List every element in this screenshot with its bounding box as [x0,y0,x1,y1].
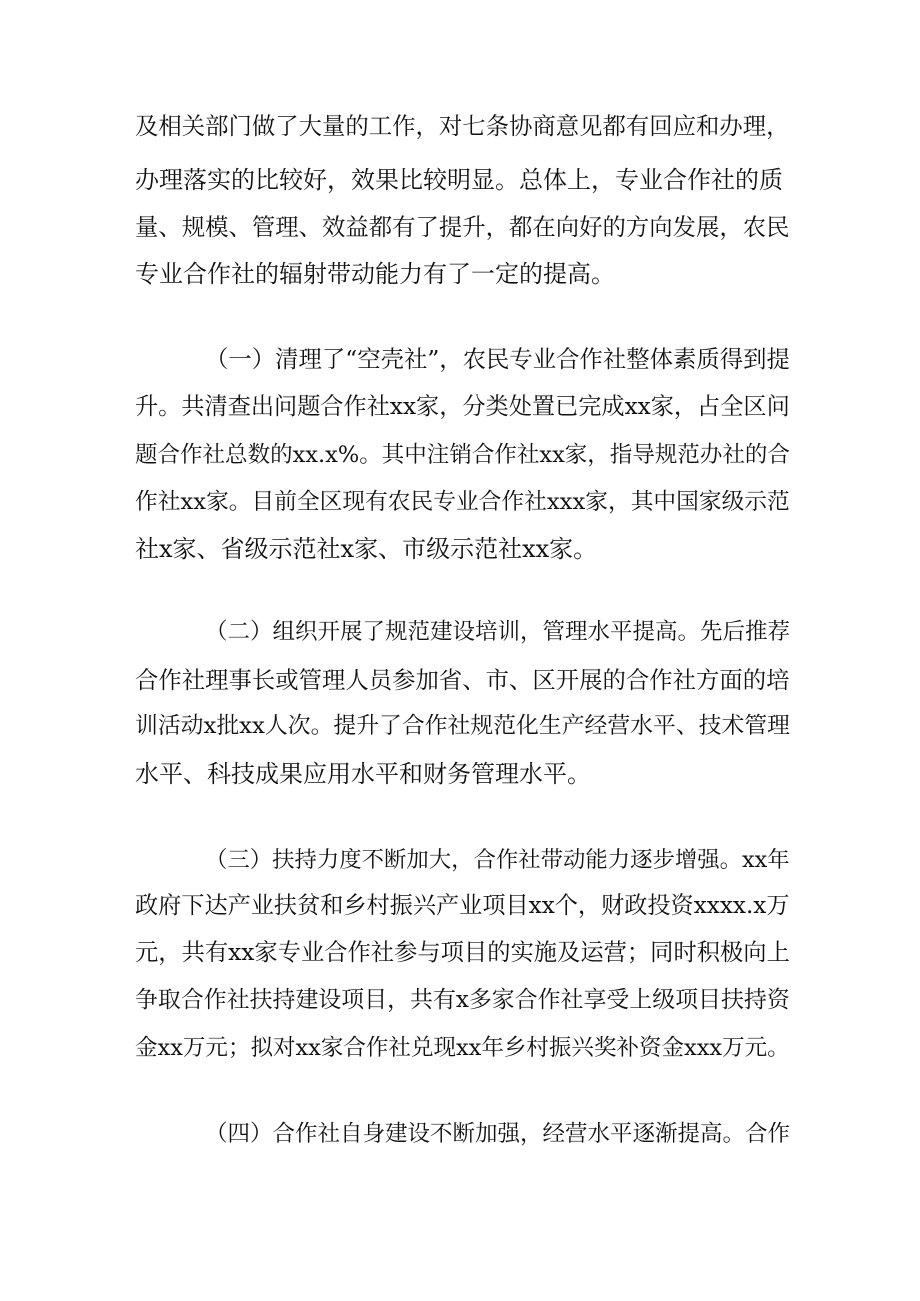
line-text: 训活动x批xx人次。提升了合作社规范化生产经营水平、技术管理 [135,713,790,739]
text-line [0,529,920,569]
text-line [0,840,920,880]
line-text: 元，共有xx家专业合作社参与项目的实施及运营；同时积极向上 [135,939,790,966]
line-text: 政府下达产业扶贫和乡村振兴产业项目xx个，财政投资xxxx.x万 [135,892,790,919]
line-text: （一）清理了“空壳社”，农民专业合作社整体素质得到提 [205,345,790,373]
line-text: 升。共清查出问题合作社xx家，分类处置已完成xx家，占全区问 [135,393,790,420]
text-line [0,754,920,794]
line-text: 题合作社总数的xx.x%。其中注销合作社xx家，指导规范办社的合 [135,442,790,468]
text-line [0,706,920,746]
text-line [0,435,920,475]
text-line [0,1028,920,1068]
line-text: 水平、科技成果应用水平和财务管理水平。 [135,760,591,788]
text-line [0,612,920,652]
text-line [0,1114,920,1154]
line-text: 及相关部门做了大量的工作，对七条协商意见都有回应和办理， [135,112,790,140]
text-line [0,207,920,247]
text-line [0,339,920,379]
text-line [0,106,920,146]
line-text: 争取合作社扶持建设项目，共有x多家合作社享受上级项目扶持资 [135,987,790,1013]
line-text: 作社xx家。目前全区现有农民专业合作社xxx家，其中国家级示范 [135,489,790,515]
text-line [0,886,920,926]
text-line [0,482,920,522]
text-line [0,933,920,973]
line-text: 金xx万元；拟对xx家合作社兑现xx年乡村振兴奖补资金xxx万元。 [135,1035,790,1061]
line-text: 专业合作社的辐射带动能力有了一定的提高。 [135,260,615,288]
text-line [0,254,920,294]
line-text: 量、规模、管理、效益都有了提升，都在向好的方向发展，农民 [135,213,790,241]
text-line [0,160,920,200]
line-text: （四）合作社自身建设不断加强，经营水平逐渐提高。合作 [205,1121,791,1147]
line-text: 办理落实的比较好，效果比较明显。总体上，专业合作社的质 [135,166,783,194]
text-line [0,980,920,1020]
text-line [0,387,920,427]
line-text: 合作社理事长或管理人员参加省、市、区开展的合作社方面的培 [135,666,790,694]
line-text: （三）扶持力度不断加大，合作社带动能力逐步增强。xx年 [205,847,790,873]
text-line [0,660,920,700]
line-text: （二）组织开展了规范建设培训，管理水平提高。先后推荐 [205,619,791,645]
line-text: 社x家、省级示范社x家、市级示范社xx家。 [135,535,598,563]
